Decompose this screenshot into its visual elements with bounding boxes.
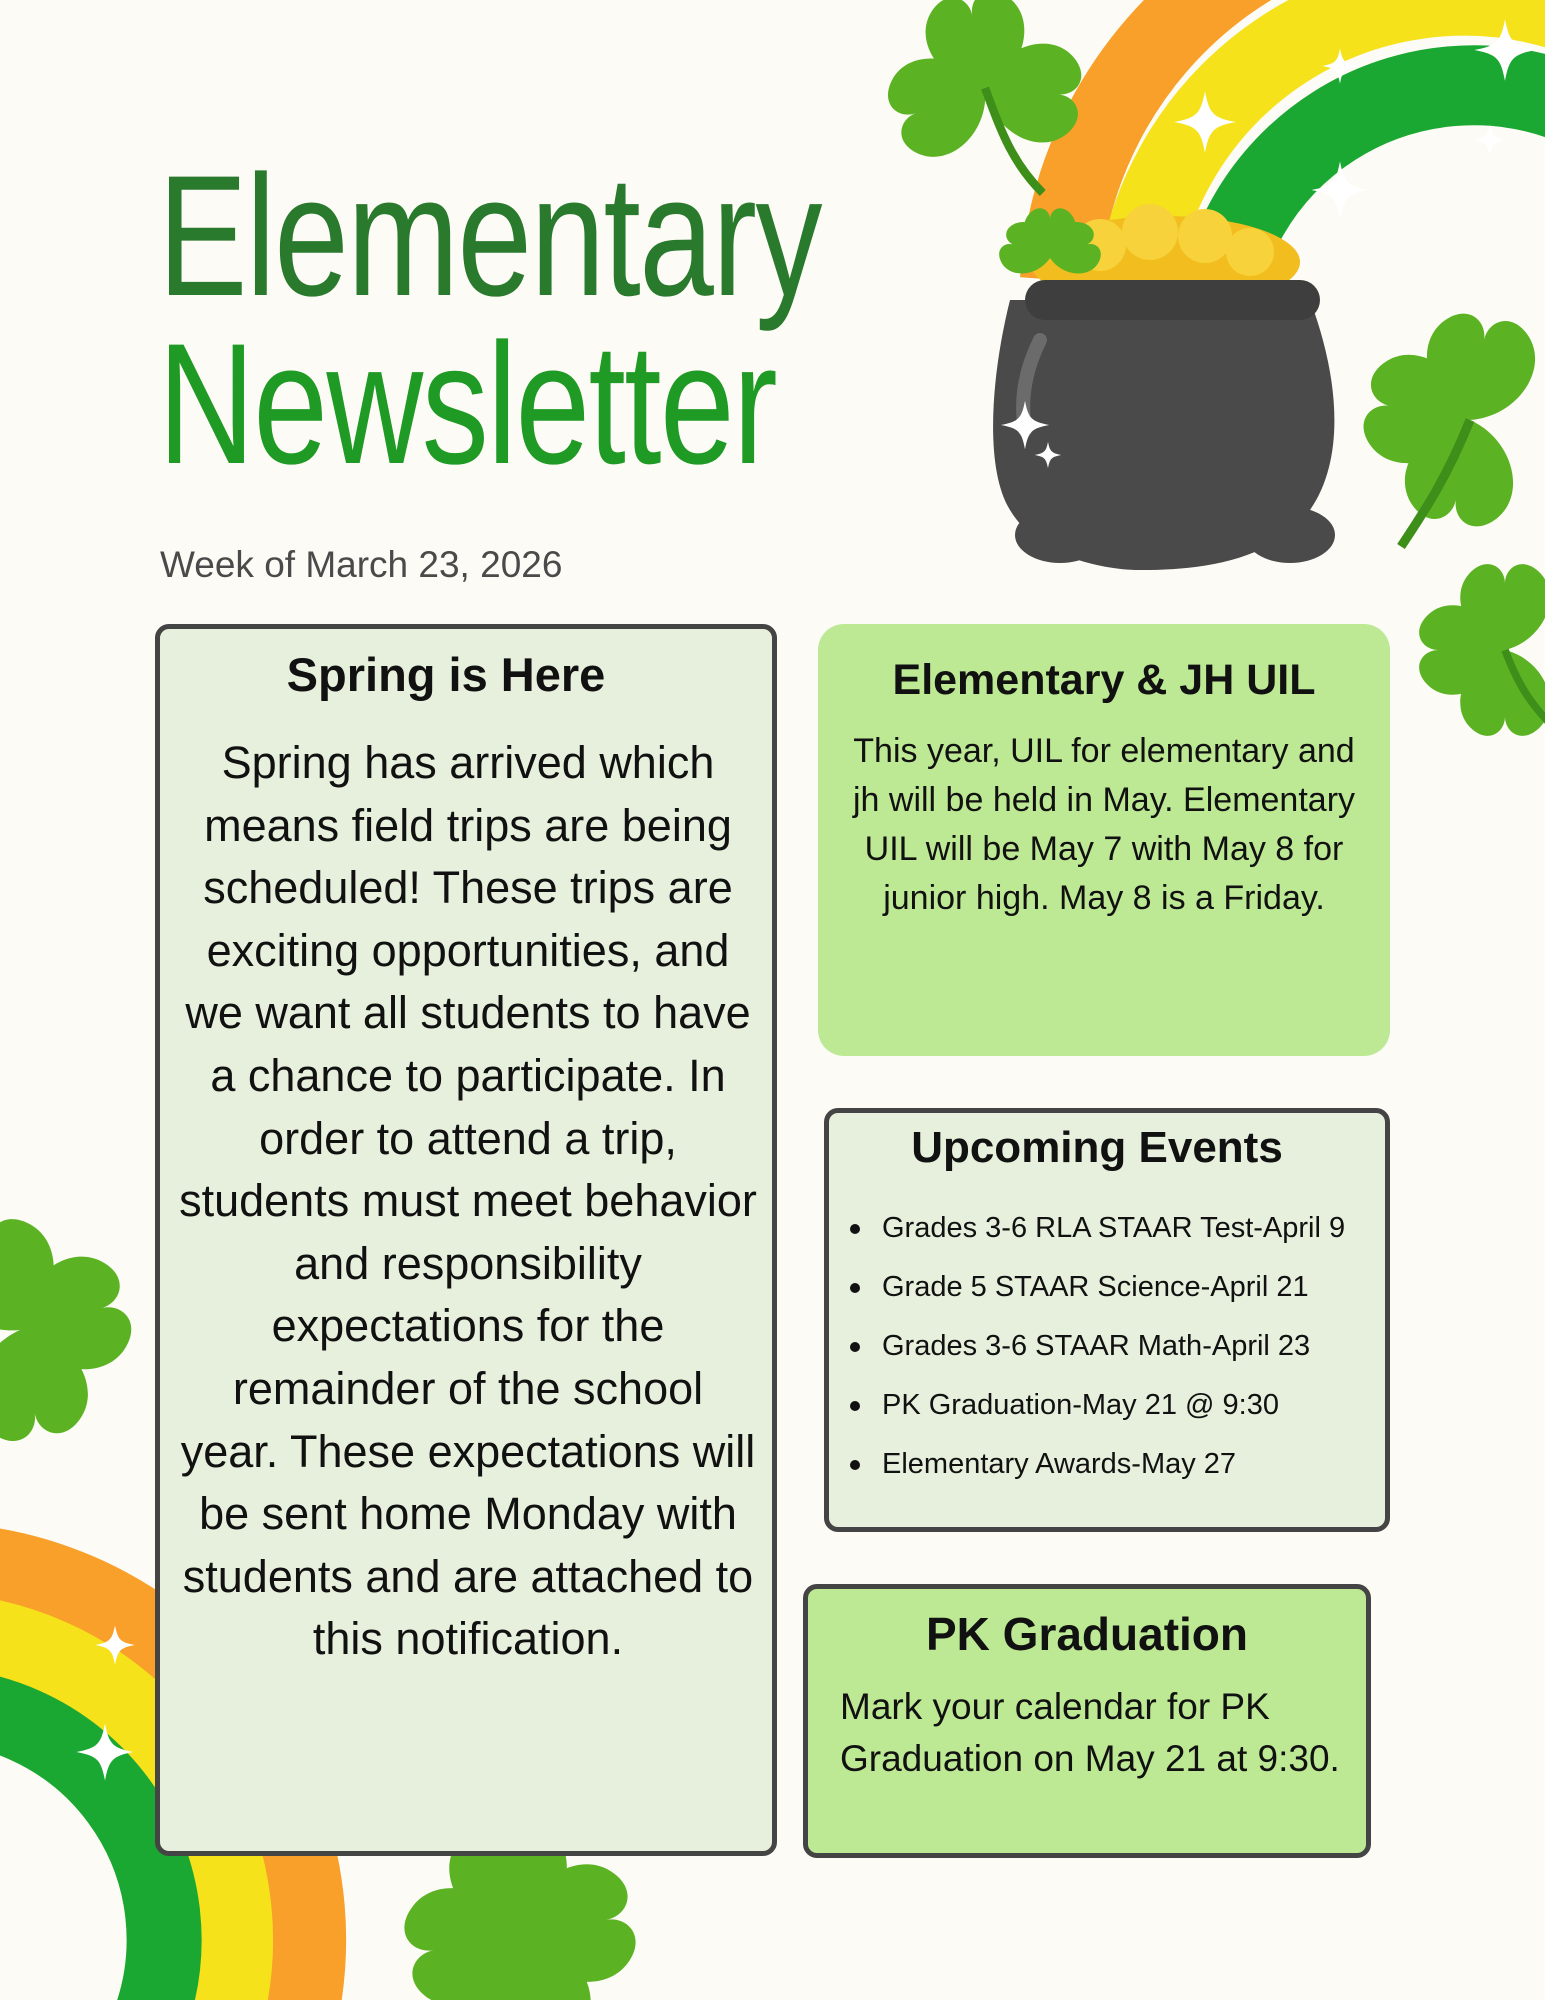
newsletter-title-line-1: Elementary [158,140,821,332]
spring-body: Spring has arrived which means field trips are being scheduled! These trips are exciting opportunities, and we want all students to have a chance to participate. In order to attend a trip, students must meet behavior and responsibility expectations for the remainder of the school year. These expectations will be sent home Monday with students and are attached to this notification. [179,737,757,1665]
event-item: Grade 5 STAAR Science-April 21 [829,1258,1385,1317]
uil-heading: Elementary & JH UIL [892,656,1316,704]
events-panel [824,1108,1390,1532]
uil-panel [818,624,1390,1056]
pk-graduation-panel [803,1584,1371,1858]
rainbow-icon [1060,0,1545,320]
event-item: Grades 3-6 RLA STAAR Test-April 9 [829,1199,1385,1258]
events-heading: Upcoming Events [911,1123,1283,1172]
spring-heading: Spring is Here [286,648,606,701]
sparkle-icon [1140,19,1536,243]
events-list [829,1199,1385,1494]
sparkle-icon [76,1625,134,1780]
spring-panel [155,624,777,1856]
week-date: Week of March 23, 2026 [160,544,563,585]
event-item: Elementary Awards-May 27 [829,1435,1385,1494]
event-item: PK Graduation-May 21 @ 9:30 [829,1376,1385,1435]
pk-heading: PK Graduation [925,1608,1249,1660]
pot-of-gold-icon [993,204,1335,570]
pk-body: Mark your calendar for PK Graduation on May 21 at 9:30. [840,1686,1340,1779]
uil-body: This year, UIL for elementary and jh will be held in May. Elementary UIL will be May 7 with May 8 for junior high. May 8 is a Friday. [852,732,1356,917]
newsletter-title-line-2: Newsletter [158,308,777,500]
event-item: Grades 3-6 STAAR Math-April 23 [829,1317,1385,1376]
